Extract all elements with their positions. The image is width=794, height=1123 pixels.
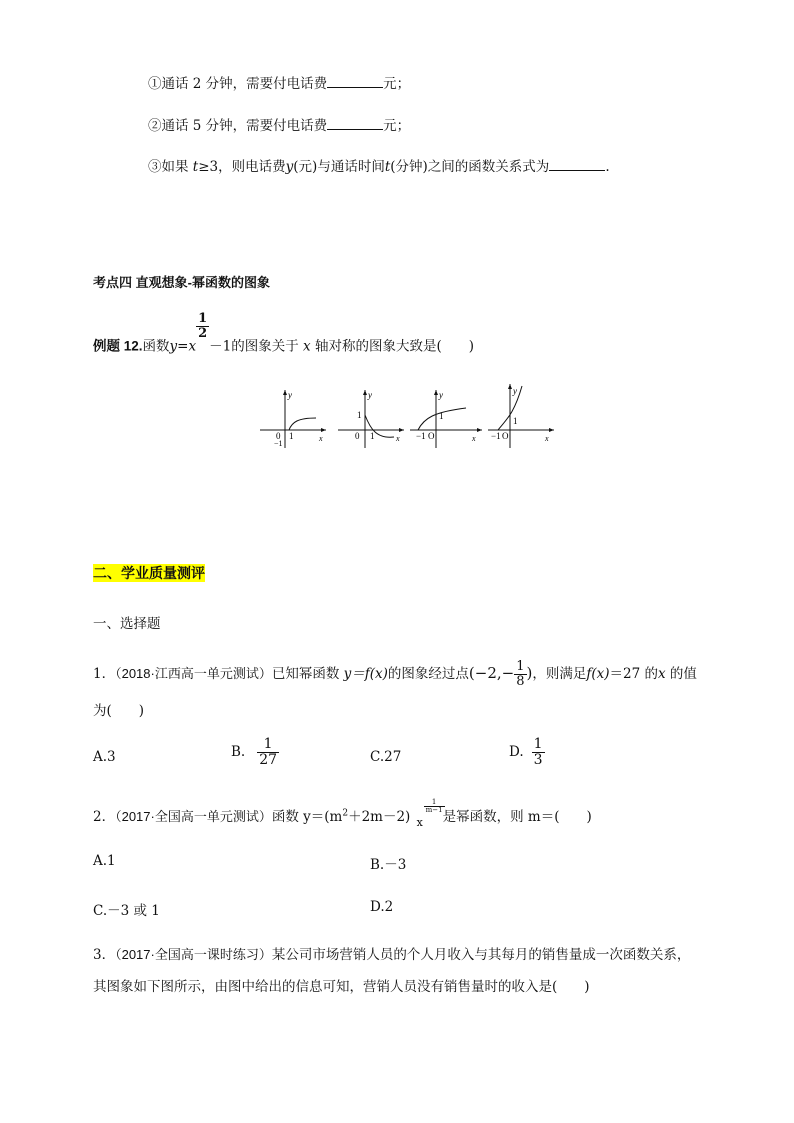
- q2-option-a[interactable]: A.1: [93, 853, 116, 869]
- q1-option-c[interactable]: C.27: [370, 749, 402, 765]
- subsection-title: 一、选择题: [93, 616, 161, 631]
- graph-label: y: [288, 390, 292, 400]
- q1-option-b[interactable]: B. $\frac{1}{27}$: [231, 736, 278, 768]
- graph-option-a[interactable]: [260, 390, 326, 448]
- question-3: 3．（2017·全国高一课时练习）某公司市场营销人员的个人月收入与其每月的销售量成一次函数关系，: [93, 947, 691, 963]
- graph-label: 1: [439, 411, 444, 421]
- graph-label: x: [545, 434, 549, 443]
- q2-option-c[interactable]: C.－3 或 1: [93, 903, 160, 919]
- phone-item-3: ③如果 t≥3，则电话费y(元)与通话时间t(分钟)之间的函数关系式为 .: [148, 159, 610, 175]
- graph-option-d[interactable]: [488, 384, 554, 448]
- graph-label: y: [368, 390, 372, 400]
- graph-label: −1: [416, 431, 426, 441]
- graph-label: −1: [491, 431, 501, 441]
- graph-label: x: [472, 434, 476, 443]
- graph-option-c[interactable]: [410, 390, 482, 448]
- question-2: 2．（2017·全国高一单元测试）函数 $y=(m^2+2m-2)$ x $\frac{1}{m-1}$ 是幂函数，则 m＝( ): [93, 798, 592, 829]
- q2-option-b[interactable]: B.－3: [370, 857, 407, 873]
- point-fraction: $\frac{1}{8}$: [516, 659, 525, 689]
- graph-label: 0: [276, 431, 281, 441]
- graph-label: 0: [355, 431, 360, 441]
- q2-option-d[interactable]: D.2: [370, 899, 394, 915]
- q1-option-d[interactable]: D. $\frac{1}{3}$: [509, 736, 543, 768]
- graph-label: x: [396, 434, 400, 443]
- question-1-line2: 为( ): [93, 703, 145, 719]
- graph-label: y: [439, 390, 443, 400]
- option-graphs: [258, 382, 558, 450]
- answer-blank[interactable]: [327, 117, 383, 130]
- example-12: 例题 12.函数y=x $\frac{1}{2}$ －1的图象关于 x 轴对称的图象大致是( ): [93, 311, 474, 355]
- question-3-line2: 其图象如下图所示，由图中给出的信息可知，营销人员没有销售量时的收入是( ): [93, 979, 590, 995]
- graph-label: 1: [289, 431, 294, 441]
- q1-option-a[interactable]: A.3: [93, 749, 116, 765]
- graph-label: 1: [357, 410, 362, 420]
- section-heading: 考点四 直观想象-幂函数的图象: [93, 275, 270, 290]
- graph-label: O: [428, 431, 435, 441]
- exponent-fraction: $\frac{1}{2}$: [198, 311, 208, 341]
- graph-label: y: [513, 386, 517, 396]
- answer-blank[interactable]: [549, 158, 605, 171]
- answer-blank[interactable]: [327, 75, 383, 88]
- question-1: 1．（2018·江西高一单元测试）已知幂函数 y＝f(x)的图象经过点(−2,− $\frac{1}{8}$ )，则满足f(x)＝27 的x 的值: [93, 659, 697, 689]
- power-expression: x $\frac{1}{m-1}$: [416, 798, 443, 829]
- section-heading-highlight: 二、学业质量测评: [93, 565, 205, 581]
- graph-label: 1: [370, 431, 375, 441]
- graph-option-b[interactable]: [338, 390, 404, 448]
- graph-label: O: [502, 431, 509, 441]
- graph-label: x: [319, 434, 323, 443]
- phone-item-1: ①通话 2 分钟，需要付电话费 元；: [148, 76, 411, 92]
- graph-label: 1: [513, 416, 518, 426]
- graph-label: −1: [274, 439, 283, 448]
- phone-item-2: ②通话 5 分钟，需要付电话费 元；: [148, 118, 411, 134]
